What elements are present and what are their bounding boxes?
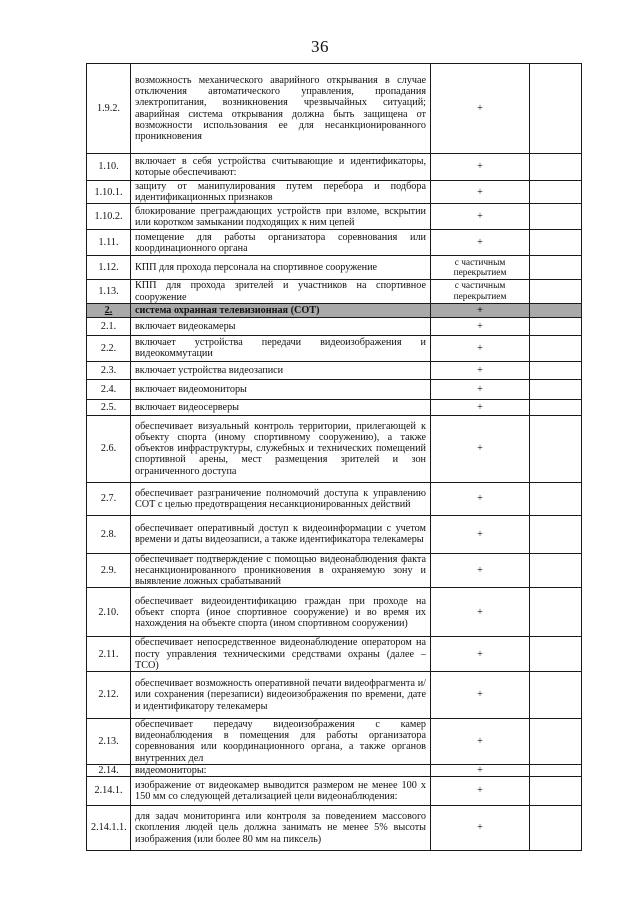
empty-cell	[530, 230, 582, 256]
empty-cell	[530, 303, 582, 317]
table-row	[87, 64, 582, 154]
item-mark: с частичным перекрытием	[431, 280, 530, 303]
table-row	[87, 482, 582, 515]
item-description: изображение от видеокамер выводится размером не менее 100 х 150 мм со следующей детализацией цели видеонаблюдения:	[131, 777, 431, 806]
empty-cell	[530, 515, 582, 553]
item-description: обеспечивает визуальный контроль территории, прилегающей к объекту спорта (иному спортивному сооружению), а также объектов инфраструктуры, служебных и технических помещений спортивной арены, мест размещения зрителей и зон ограниченного доступа	[131, 415, 431, 482]
item-description: обеспечивает подтверждение с помощью видеонаблюдения факта несанкционированного проникновения в охраняемую зону и выявление ложных срабатываний	[131, 553, 431, 588]
empty-cell	[530, 280, 582, 303]
table-row	[87, 719, 582, 765]
table-row	[87, 361, 582, 379]
item-description: включает устройства передачи видеоизображения и видеокоммутации	[131, 335, 431, 361]
item-mark: +	[431, 672, 530, 719]
item-mark: +	[431, 64, 530, 154]
item-mark: +	[431, 230, 530, 256]
item-mark: +	[431, 806, 530, 851]
empty-cell	[530, 399, 582, 415]
item-number: 2.14.	[87, 764, 131, 776]
item-description: включает видеокамеры	[131, 317, 431, 335]
item-number: 2.5.	[87, 399, 131, 415]
table-row	[87, 317, 582, 335]
item-number: 2.10.	[87, 588, 131, 637]
item-description: обеспечивает оперативный доступ к видеоинформации с учетом времени и даты видеозаписи, а также идентификатора телекамеры	[131, 515, 431, 553]
item-description: обеспечивает передачу видеоизображения с камер видеонаблюдения в помещения для работы организатора соревнования или координационного органа, а также органов внутренних дел	[131, 719, 431, 765]
empty-cell	[530, 335, 582, 361]
empty-cell	[530, 553, 582, 588]
item-description: система охранная телевизионная (СОТ)	[131, 303, 431, 317]
item-mark: +	[431, 719, 530, 765]
table-row	[87, 204, 582, 230]
empty-cell	[530, 361, 582, 379]
table-row	[87, 764, 582, 776]
empty-cell	[530, 482, 582, 515]
item-mark: +	[431, 588, 530, 637]
empty-cell	[530, 637, 582, 672]
item-description: защиту от манипулирования путем перебора и подбора идентификационных признаков	[131, 181, 431, 204]
item-number: 1.11.	[87, 230, 131, 256]
empty-cell	[530, 719, 582, 765]
item-description: помещение для работы организатора соревнования или координационного органа	[131, 230, 431, 256]
item-description: обеспечивает разграничение полномочий доступа к управлению СОТ с целью предотвращения несанкционированных действий	[131, 482, 431, 515]
item-description: видеомониторы:	[131, 764, 431, 776]
item-mark: +	[431, 317, 530, 335]
item-number: 1.9.2.	[87, 64, 131, 154]
table-row	[87, 379, 582, 399]
empty-cell	[530, 181, 582, 204]
item-number: 2.9.	[87, 553, 131, 588]
empty-cell	[530, 672, 582, 719]
empty-cell	[530, 379, 582, 399]
item-mark: +	[431, 361, 530, 379]
item-number: 2.13.	[87, 719, 131, 765]
table-row	[87, 637, 582, 672]
table-row	[87, 230, 582, 256]
item-description: КПП для прохода персонала на спортивное сооружение	[131, 256, 431, 280]
empty-cell	[530, 204, 582, 230]
item-mark: +	[431, 637, 530, 672]
item-number: 2.	[87, 303, 131, 317]
item-description: включает видеосерверы	[131, 399, 431, 415]
item-number: 1.10.1.	[87, 181, 131, 204]
item-number: 2.4.	[87, 379, 131, 399]
item-description: включает устройства видеозаписи	[131, 361, 431, 379]
item-description: включает видеомониторы	[131, 379, 431, 399]
table-row	[87, 415, 582, 482]
item-mark: +	[431, 204, 530, 230]
item-number: 2.12.	[87, 672, 131, 719]
item-mark: +	[431, 154, 530, 181]
item-mark: +	[431, 515, 530, 553]
item-mark: с частичным перекрытием	[431, 256, 530, 280]
item-description: обеспечивает возможность оперативной печати видеофрагмента и/или сохранения (перезаписи) видеоизображения по времени, дате и идентификатору телекамеры	[131, 672, 431, 719]
table-row	[87, 588, 582, 637]
empty-cell	[530, 415, 582, 482]
item-mark: +	[431, 181, 530, 204]
item-description: для задач мониторинга или контроля за поведением массового скопления людей цель должна занимать не менее 5% высоты изображения (или более 80 мм на пиксель)	[131, 806, 431, 851]
empty-cell	[530, 256, 582, 280]
empty-cell	[530, 317, 582, 335]
item-description: КПП для прохода зрителей и участников на спортивное сооружение	[131, 280, 431, 303]
item-number: 1.10.2.	[87, 204, 131, 230]
item-mark: +	[431, 335, 530, 361]
item-number: 1.10.	[87, 154, 131, 181]
table-row	[87, 181, 582, 204]
item-number: 2.3.	[87, 361, 131, 379]
item-number: 2.11.	[87, 637, 131, 672]
item-mark: +	[431, 777, 530, 806]
item-number: 1.12.	[87, 256, 131, 280]
table-row	[87, 154, 582, 181]
item-description: возможность механического аварийного открывания в случае отключения автоматического управления, пропадания электропитания, возникновения чрезвычайных ситуаций; аварийная система открывания должна быть защищена от возможности использования ее для несанкционированного проникновения	[131, 64, 431, 154]
table-row	[87, 280, 582, 303]
table-row	[87, 553, 582, 588]
table-row	[87, 256, 582, 280]
item-mark: +	[431, 303, 530, 317]
item-number: 2.8.	[87, 515, 131, 553]
item-number: 2.7.	[87, 482, 131, 515]
item-description: обеспечивает непосредственное видеонаблюдение оператором на посту управления техническими средствами охраны (далее – ТСО)	[131, 637, 431, 672]
empty-cell	[530, 806, 582, 851]
item-mark: +	[431, 415, 530, 482]
table-row	[87, 515, 582, 553]
item-number: 2.14.1.	[87, 777, 131, 806]
empty-cell	[530, 154, 582, 181]
empty-cell	[530, 64, 582, 154]
table-row	[87, 806, 582, 851]
item-description: включает в себя устройства считывающие и идентификаторы, которые обеспечивают:	[131, 154, 431, 181]
item-mark: +	[431, 553, 530, 588]
item-mark: +	[431, 399, 530, 415]
table-row	[87, 335, 582, 361]
empty-cell	[530, 764, 582, 776]
empty-cell	[530, 777, 582, 806]
page-number: 36	[311, 37, 329, 56]
item-number: 1.13.	[87, 280, 131, 303]
item-mark: +	[431, 379, 530, 399]
requirements-table	[86, 63, 582, 851]
item-mark: +	[431, 482, 530, 515]
item-mark: +	[431, 764, 530, 776]
item-number: 2.14.1.1.	[87, 806, 131, 851]
item-description: блокирование преграждающих устройств при взломе, вскрытии или коротком замыкании подходящих к ним цепей	[131, 204, 431, 230]
empty-cell	[530, 588, 582, 637]
section-row	[87, 303, 582, 317]
table-row	[87, 672, 582, 719]
item-number: 2.1.	[87, 317, 131, 335]
table-row	[87, 399, 582, 415]
item-description: обеспечивает видеоидентификацию граждан при проходе на объект спорта (иное спортивное сооружение) и во время их нахождения на объекте спорта (ином спортивном сооружении)	[131, 588, 431, 637]
item-number: 2.6.	[87, 415, 131, 482]
table-row	[87, 777, 582, 806]
item-number: 2.2.	[87, 335, 131, 361]
